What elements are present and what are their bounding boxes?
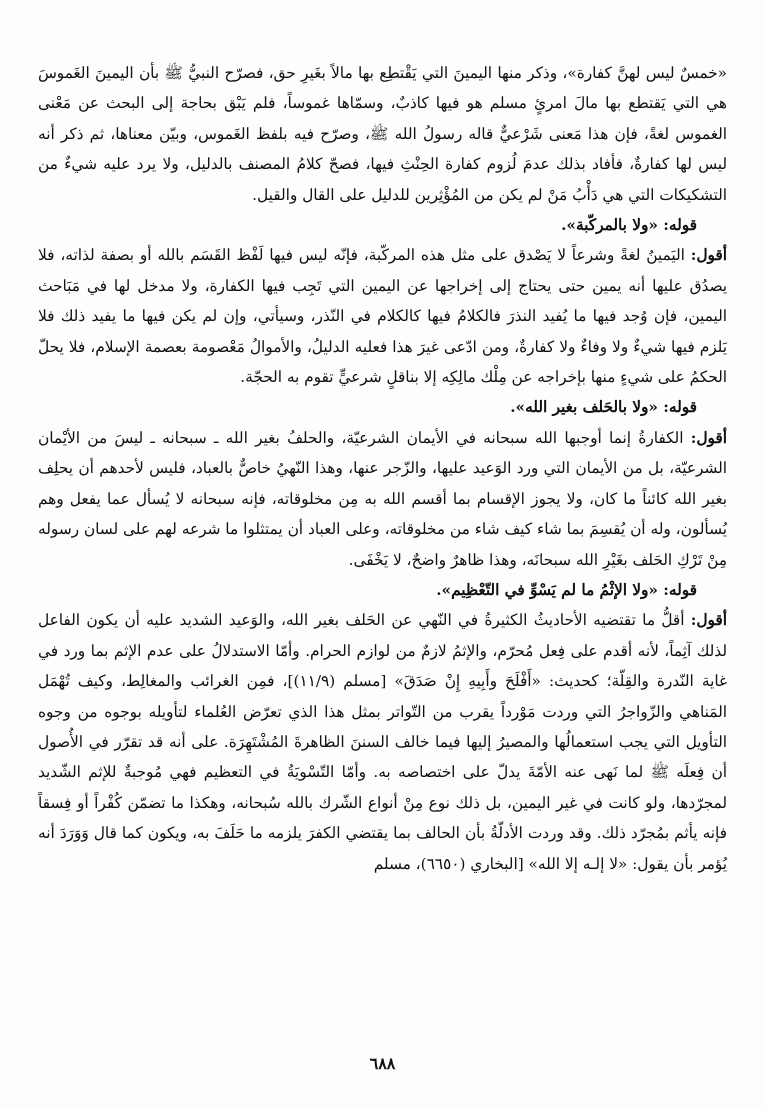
paragraph xyxy=(38,240,727,392)
page-number: ٦٨٨ xyxy=(369,1054,396,1073)
paragraph-text: الكفارةُ إنما أوجبها الله سبحانه في الأيمان الشرعيّة، والحلفُ بغير الله ـ سبحانه ـ ليسَ من الأيْمان الشرعيّة، بل من الأيمان التي ورد الوَعيد عليها، والزّجر عنها، وهذا النّهيُ خاصٌّ بالعباد، فليس لأحدهم أن يحلِف بغير الله كائناً ما كان، ولا يجوز الإقسام بما أقسم الله به مِن مخلوقاته، فإنه سبحانه لا يُسأل عما يفعل وهم يُسألون، وله أن يُقسِمَ بما شاء كيف شاء من مخلوقاته، وعلى العباد أن يمتثلوا ما شرعه لهم على لسان رسوله مِنْ تَرْكِ الحَلف بغَيْرِ الله سبحانَه، وهذا ظاهرٌ واضحٌ، لا يَخْفَى. xyxy=(38,428,727,569)
commentary-heading: قوله: «ولا بالمركّبة». xyxy=(561,216,697,235)
body-text xyxy=(38,58,727,879)
paragraph xyxy=(38,605,727,879)
paragraph-text: أقلُّ ما تقتضيه الأحاديثُ الكثيرةُ في النّهي عن الحَلف بغير الله، والوَعيد الشديد عليه أن يكون الفاعل لذلك آثِماً، لأنه أقدم على فِعل مُحرّم، والإثمُ لازمٌ من لوازم الحرام. وأمّا الاستدلالُ على عدم الإثم بما ورد في غاية النّدرة والقِلّة؛ كحديث: «أَفْلَحَ وأَبِيهِ إِنْ صَدَقَ» [مسلم (١١/٩)]، فمِن الغرائب والمغالِط، وكيف تُهْمَل المَناهي والزّواجرُ التي وردت مَوْرداً يقرب من التّواتر بمثل هذا الذي تعرّض العُلماء لتأويله بوجوه من وجوه التأويل التي يجب استعمالُها والمصيرُ إليها فيما خالف السننَ الظاهرةَ المُشْتَهِرَة. على أنه قد تقرّر في الأُصول أن فِعلَه ﷺ لما نَهى عنه الأمّةَ يدلّ على اختصاصه به. وأمّا التّسْويَةُ في التعظيم فهي مُوجبةٌ للإثم الشّديد لمجرّدها، ولو كانت في غير اليمين، بل ذلك نوع مِنْ أنواع الشّرك بالله سُبحانه، وهكذا ما تضمّن كُفْراً أو فِسقاً فإنه يأثم بمُجرّد ذلك. وقد وردت الأدلّةُ بأن الحالف بما يقتضي الكفرَ يلزمه ما حَلَفَ به، ويكون كما قال وَوَرَدَ أنه يُؤمر بأن يقول: «لا إلـه إلا الله» [البخاري (٦٦٥٠)، مسلم xyxy=(38,611,728,873)
paragraph xyxy=(38,423,727,575)
paragraph-text: «خمسٌ ليس لهنَّ كفارة»، وذكر منها اليمينَ التي يَقْتطِع بها مالاً بغَيرِ حق، فصرّح النبيُّ ﷺ بأن اليمينَ الغَموسَ هي التي يَقتطع بها مالَ امرئٍ مسلم هو فيها كاذبٌ، وسمّاها غموساً، فلم يَبْق بحاجة إلى البحث عن مَعْنى الغموس لغةً، فإن هذا مَعنى شَرْعيٌّ قاله رسولُ الله ﷺ، وصرّح فيه بلفظ الغَموس، وبيّن معناها، ثم ذكر أنه ليس لها كفارةٌ، فأفاد بذلك عدمَ لُزوم كفارة الحِنْثِ فيها، فصحّ كلامُ المصنف بالدليل، ولا يرد عليه شيءٌ من التشكيكات التي هي دَأْبُ مَنْ لم يكن من المُؤْثِرين للدليل على القال والقيل. xyxy=(38,64,727,204)
commentary-heading: قوله: «ولا الإثْمُ ما لم يَسْوِّ في التّعْظِيم». xyxy=(436,580,697,599)
paragraph-lead: أقول: xyxy=(690,246,727,265)
paragraph-lead: أقول: xyxy=(690,428,727,447)
paragraph-lead: أقول: xyxy=(690,611,727,630)
paragraph xyxy=(38,58,727,210)
commentary-heading: قوله: «ولا بالحَلف بغير الله». xyxy=(510,398,697,417)
paragraph-text: اليَمينُ لغةً وشرعاً لا يَصْدق على مثل هذه المركّبة، فإنّه ليس فيها لَفْظ القَسَم بالله أو بصفة لذاته، فلا يصدُق عليها أنه يمين حتى يحتاج إلى إخراجها عن اليمين التي تَجِب فيها الكفارة، ولا مدخل لها في مَبَاحث اليمين، فإن وُجد فيها ما يُفيد النذرَ فالكلامُ فيها كالكلام في النّذر، وسيأتي، وإن لم يكن فيها ما يفيد ذلك فلا يَلزم فيها شيءٌ ولا وفاءٌ ولا كفارةٌ، ومن ادّعى غيرَ هذا فعليه الدليلُ، والأموالُ مَعْصومة بعصمة الإسلام، فلا يحلّ الحكمُ على شيءٍ منها بإخراجه عن مِلْك مالِكِه إلا بناقلٍ شرعيٍّ تقوم به الحجّة. xyxy=(38,246,727,387)
